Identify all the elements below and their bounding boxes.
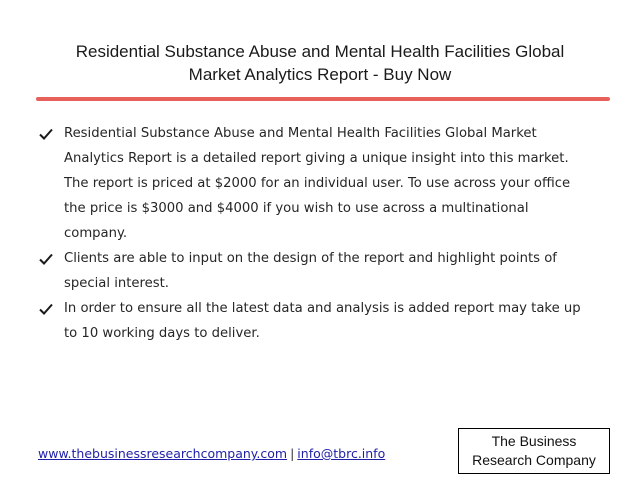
bullet-line: company. (64, 226, 128, 241)
title-line-1: Residential Substance Abuse and Mental Health Facilities Global (75, 42, 565, 61)
bullet-list (30, 121, 610, 346)
email-link[interactable]: info@tbrc.info (297, 446, 386, 461)
brand-line-1: The Business (491, 433, 577, 449)
bullet-item-clients (30, 246, 610, 296)
website-link[interactable]: www.thebusinessresearchcompany.com (38, 446, 288, 461)
bullet-line: the price is $3000 and $4000 if you wish to use across a multinational (64, 201, 529, 216)
page-title (40, 40, 600, 86)
title-line-2: Market Analytics Report - Buy Now (188, 65, 452, 84)
bullet-line: special interest. (64, 276, 169, 291)
bullet-line: Residential Substance Abuse and Mental Health Facilities Global Market (64, 126, 537, 141)
brand-box (458, 428, 610, 474)
footer-contact (38, 446, 385, 461)
bullet-item-pricing (30, 121, 610, 246)
bullet-line: The report is priced at $2000 for an individual user. To use across your office (64, 176, 571, 191)
checkmark-icon (38, 121, 54, 146)
bullet-line: Clients are able to input on the design of the report and highlight points of (64, 251, 557, 266)
bullet-line: In order to ensure all the latest data and analysis is added report may take up (64, 301, 581, 316)
footer-separator: | (290, 446, 295, 461)
title-divider (36, 97, 610, 101)
bullet-item-delivery (30, 296, 610, 346)
bullet-line: to 10 working days to deliver. (64, 326, 260, 341)
bullet-line: Analytics Report is a detailed report giving a unique insight into this market. (64, 151, 569, 166)
brand-line-2: Research Company (472, 452, 596, 468)
checkmark-icon (38, 296, 54, 321)
checkmark-icon (38, 246, 54, 271)
